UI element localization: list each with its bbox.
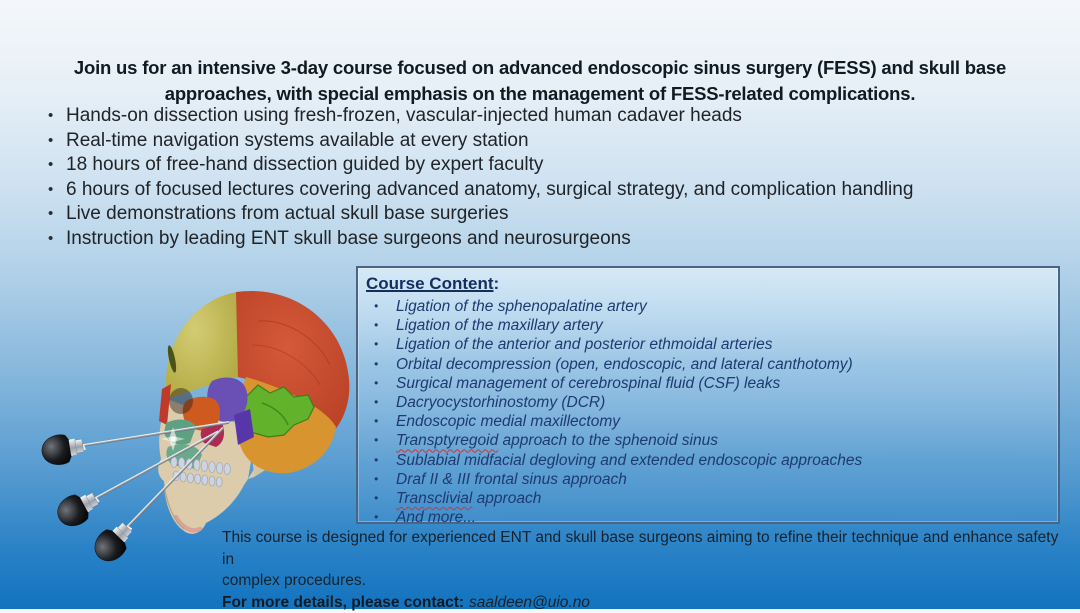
course-content-item: • And more... — [366, 508, 1048, 527]
course-content-item: • Orbital decompression (open, endoscopic, and lateral canthotomy) — [366, 355, 1048, 374]
course-title — [0, 55, 1080, 107]
course-content-list — [366, 297, 1048, 527]
course-content-heading-colon: : — [494, 274, 500, 293]
course-content-item: • Draf II & III frontal sinus approach — [366, 470, 1048, 489]
course-highlights-list — [48, 104, 1008, 252]
course-content-item: • Sublabial midfacial degloving and extended endoscopic approaches — [366, 451, 1048, 470]
orbit-shadow — [169, 388, 193, 414]
contact-label: For more details, please contact: — [222, 594, 464, 611]
contact-email: saaldeen@uio.no — [469, 594, 590, 611]
course-content-item: • Ligation of the sphenopalatine artery — [366, 297, 1048, 316]
highlight-item: • Hands-on dissection using fresh-frozen, vascular-injected human cadaver heads — [48, 104, 1008, 129]
footer-line-1: This course is designed for experienced ENT and skull base surgeons aiming to refine their technique and enhance safety in — [222, 527, 1070, 570]
contact-line — [222, 592, 1070, 613]
course-title-line-1: Join us for an intensive 3-day course focused on advanced endoscopic sinus surgery (FESS) and skull base — [0, 55, 1080, 81]
course-content-item: • Ligation of the maxillary artery — [366, 316, 1048, 335]
skull-cranium-bones — [159, 291, 349, 473]
course-content-item: • Dacryocystorhinostomy (DCR) — [366, 393, 1048, 412]
highlight-item: • 6 hours of focused lectures covering advanced anatomy, surgical strategy, and complication handling — [48, 178, 1008, 203]
footer-note — [222, 527, 1070, 613]
course-content-item: • Ligation of the anterior and posterior ethmoidal arteries — [366, 335, 1048, 354]
course-content-item: • Transclivial approach — [366, 489, 1048, 508]
highlight-item: • Real-time navigation systems available at every station — [48, 129, 1008, 154]
course-content-panel — [356, 266, 1060, 524]
footer-line-2: complex procedures. — [222, 570, 1070, 592]
course-content-item: • Surgical management of cerebrospinal fluid (CSF) leaks — [366, 374, 1048, 393]
course-title-line-2: approaches, with special emphasis on the management of FESS-related complications. — [0, 81, 1080, 107]
highlight-item: • Live demonstrations from actual skull base surgeries — [48, 202, 1008, 227]
course-content-heading — [366, 273, 1048, 295]
course-content-item: • Endoscopic medial maxillectomy — [366, 412, 1048, 431]
course-content-heading-text: Course Content — [366, 274, 494, 293]
highlight-item: • 18 hours of free-hand dissection guided by expert faculty — [48, 153, 1008, 178]
highlight-item: • Instruction by leading ENT skull base surgeons and neurosurgeons — [48, 227, 1008, 252]
course-content-item: • Transptyregoid approach to the sphenoid sinus — [366, 431, 1048, 450]
